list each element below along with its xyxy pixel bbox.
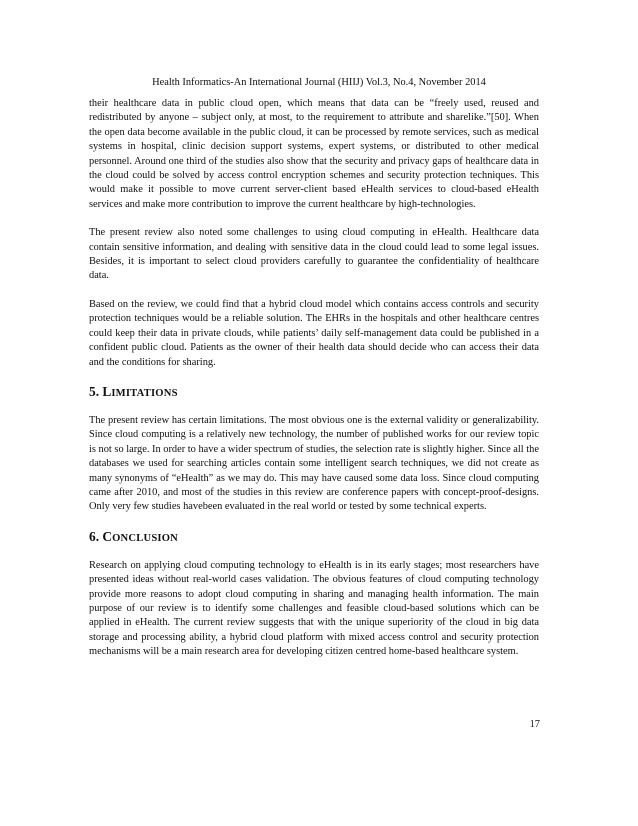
limitations-paragraph: The present review has certain limitations. The most obvious one is the external validity or generalizability. Since cloud computing is a relatively new technology, the number of published works for our review topic is not so large. In order to have a wider spectrum of studies, the selection rate is slightly higher. Since all the databases we used for searching articles contain some intelligent search techniques, we did not create as many synonyms of “eHealth” as we may do. This may have caused some data loss. Since cloud computing came after 2010, and most of the studies in this review are conference papers with concept-proof-designs. Only very few studies havebeen evaluated in the real world or tested by some technical experts. bbox=[89, 414, 539, 513]
section-number: 6. C bbox=[89, 528, 113, 544]
conclusion-paragraph: Research on applying cloud computing technology to eHealth is in its early stages; most researchers have presented ideas without real-world cases validation. The obvious features of cloud computing technology provide more reasons to adopt cloud computing in sharing and managing health information. The main purpose of our review is to identify some challenges and feasible cloud-based solutions which can be applied in eHealth. The current review suggests that with the unique superiority of the cloud in big data storage and processing ability, a hybrid cloud platform with mixed access control and security protection mechanisms will be a main research area for developing citizen centred home-based healthcare system. bbox=[89, 559, 539, 658]
section-heading-limitations bbox=[89, 384, 539, 402]
body-paragraph: Based on the review, we could find that a hybrid cloud model which contains access controls and security protection techniques would be a reliable solution. The EHRs in the hospitals and other healthcare centres could keep their data in private clouds, while patients’ daily self-management data could be published in a confident public cloud. Patients as the owner of their health data should decide who can access their data and the conditions for sharing. bbox=[89, 298, 539, 368]
body-paragraph: their healthcare data in public cloud open, which means that data can be “freely used, reused and redistributed by anyone – subject only, at most, to the requirement to attribute and sharelike.”[50]. When the open data become available in the public cloud, it can be processed by remote services, such as medical systems in hospital, clinic decision support systems, expert systems, or distributed to other medical personnel. Around one third of the studies also show that the security and privacy gaps of healthcare data in the cloud could be solved by access control encryption schemes and security protection techniques. This would make it possible to move current server-client based eHealth services to cloud-based eHealth services and make more contribution to improve the current healthcare by high-technologies. bbox=[89, 98, 539, 210]
page-number: 17 bbox=[529, 719, 540, 730]
body-paragraph: The present review also noted some challenges to using cloud computing in eHealth. Healthcare data contain sensitive information, and dealing with sensitive data in the cloud could lead to some legal issues. Besides, it is important to select cloud providers carefully to guarantee the confidentiality of healthcare data. bbox=[89, 227, 539, 282]
section-title: IMITATIONS bbox=[111, 387, 178, 399]
running-header: Health Informatics-An International Journal (HIIJ) Vol.3, No.4, November 2014 bbox=[152, 77, 486, 88]
section-heading-conclusion bbox=[89, 529, 539, 547]
page-body bbox=[89, 97, 539, 674]
section-title: ONCLUSION bbox=[112, 532, 179, 544]
section-number: 5. L bbox=[89, 383, 112, 399]
